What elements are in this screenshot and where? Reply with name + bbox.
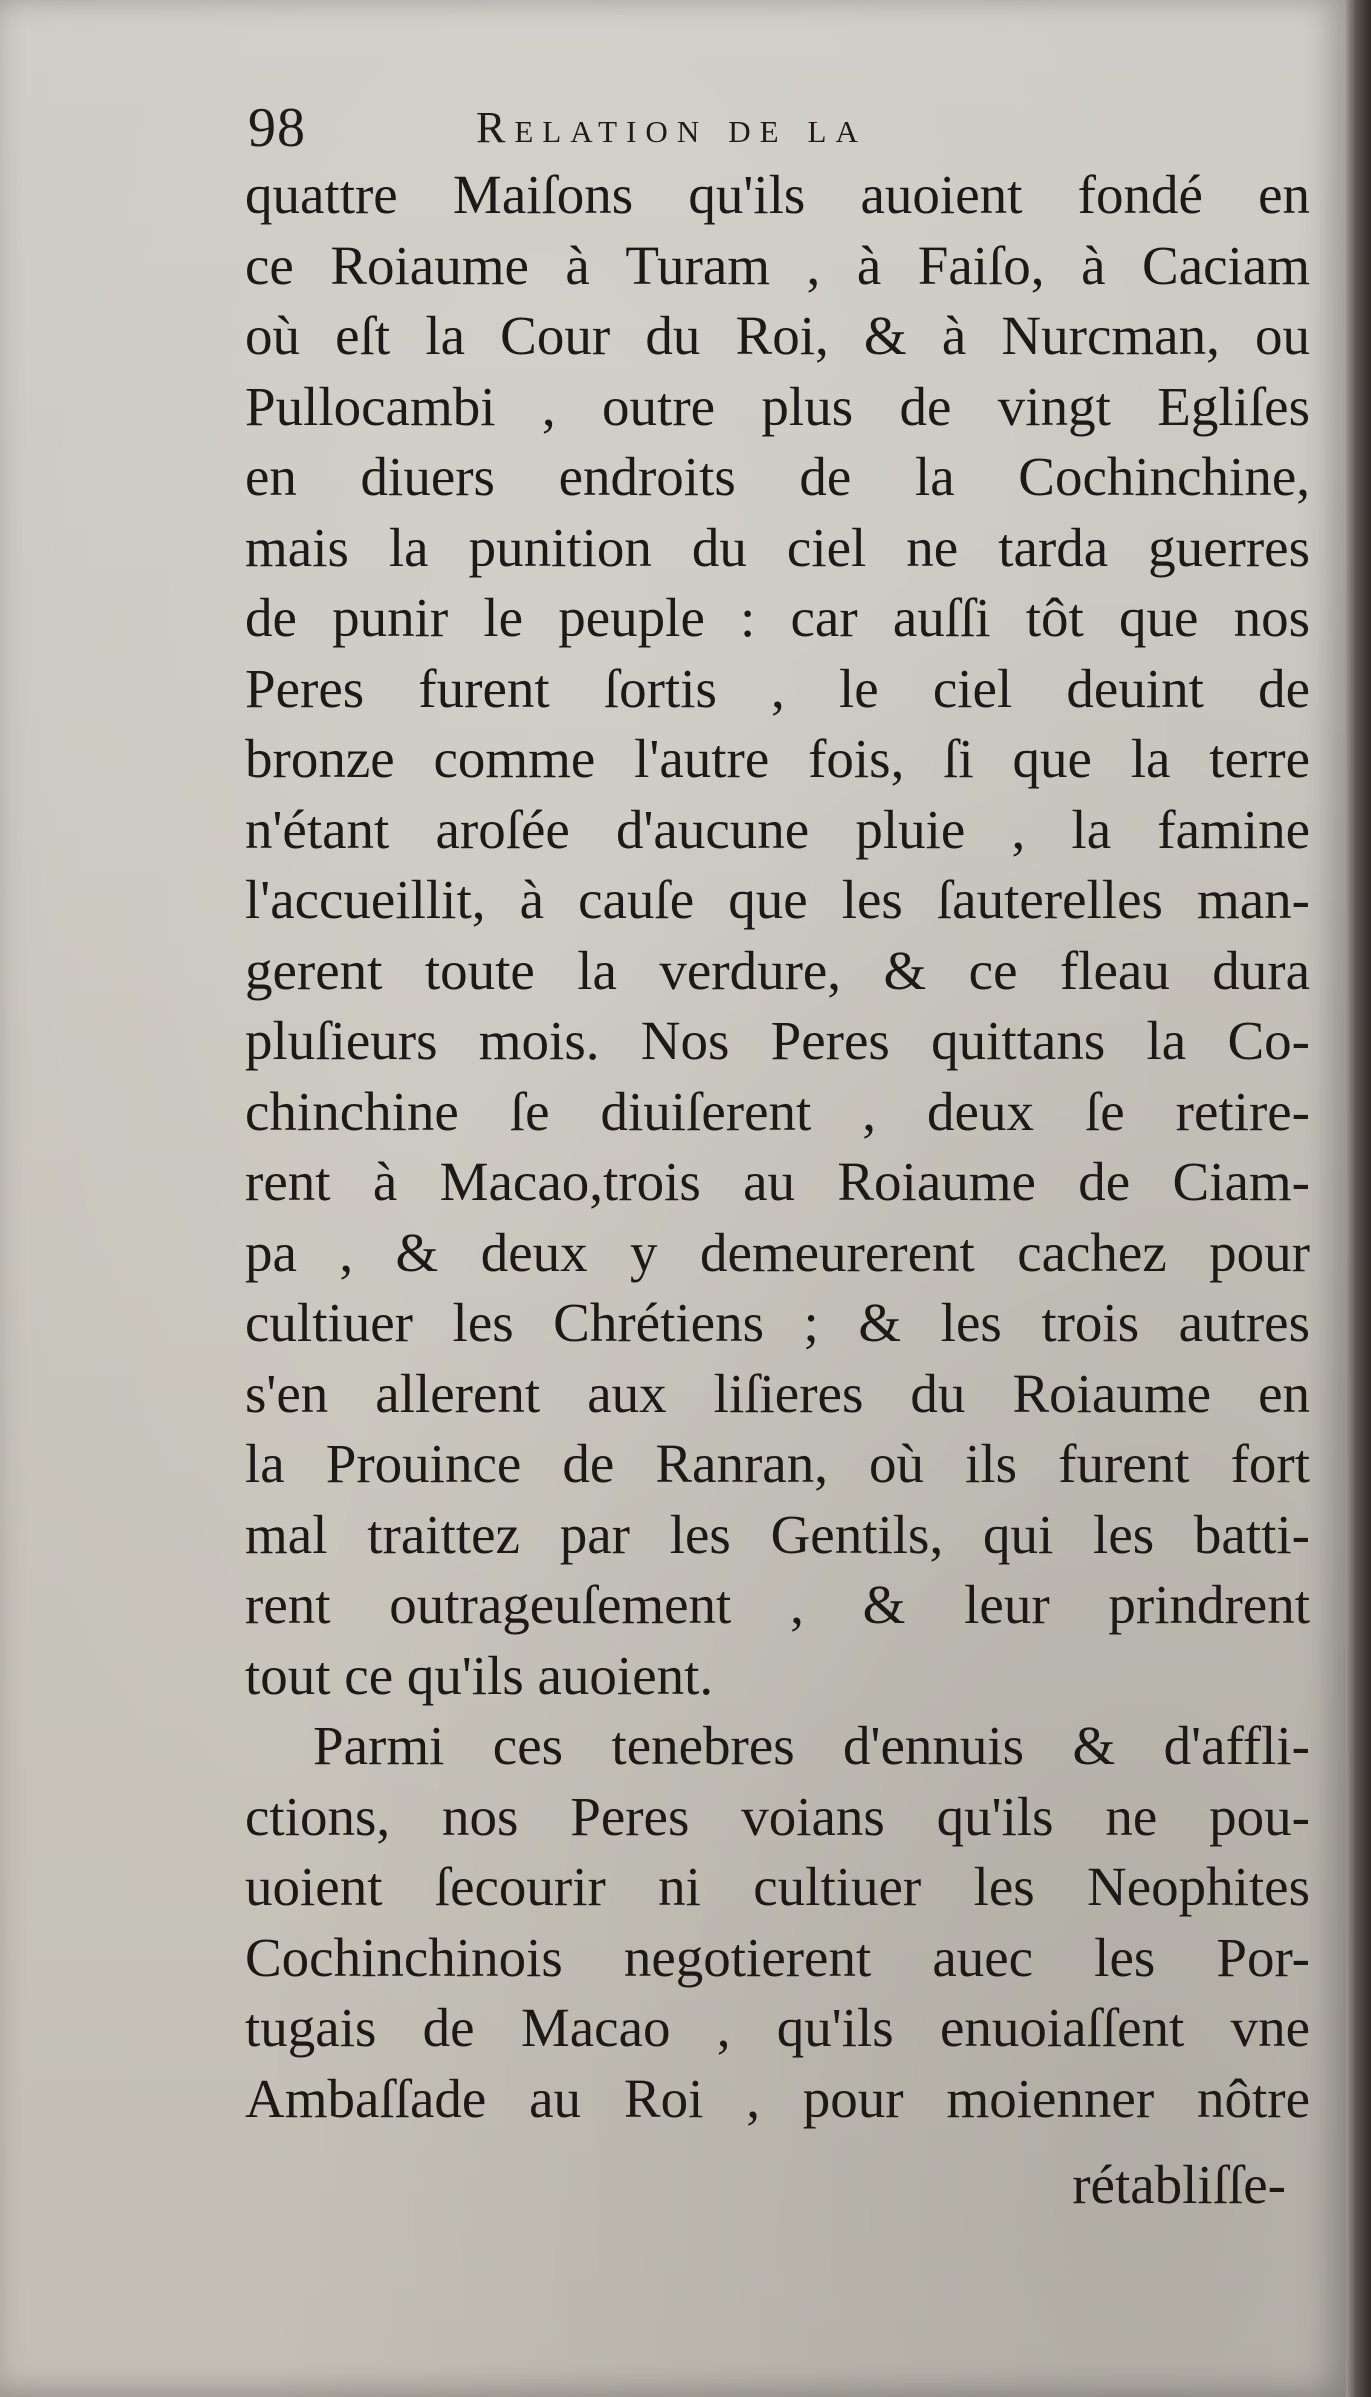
text-line: où eſt la Cour du Roi, & à Nurcman, ou xyxy=(245,305,1310,366)
text-line: gerent toute la verdure, & ce fleau dura xyxy=(245,939,1310,1001)
page-header xyxy=(248,96,1148,160)
text-line: rent à Macao,trois au Roiaume de Ciam- xyxy=(245,1151,1310,1212)
catchword: rétabliſſe- xyxy=(1072,2154,1286,2215)
text-line: chinchine ſe diuiſerent , deux ſe retire- xyxy=(245,1080,1310,1142)
text-line: Peres furent ſortis , le ciel deuint de xyxy=(245,657,1310,719)
text-line: la Prouince de Ranran, où ils furent fort xyxy=(245,1433,1310,1494)
text-line: pluſieurs mois. Nos Peres quittans la Co- xyxy=(245,1010,1310,1071)
text-line: uoient ſecourir ni cultiuer les Neophites xyxy=(245,1856,1310,1917)
text-line: ctions, nos Peres voians qu'ils ne pou- xyxy=(245,1785,1310,1847)
text-line: n'étant aroſée d'aucune pluie , la famine xyxy=(245,798,1310,860)
text-line: rent outrageuſement , & leur prindrent xyxy=(245,1574,1310,1635)
text-line: Pullocambi , outre plus de vingt Egliſes xyxy=(245,375,1310,437)
text-line: tugais de Macao , qu'ils enuoiaſſent vne xyxy=(245,1997,1310,2058)
text-line: de punir le peuple : car auſſi tôt que nos xyxy=(245,587,1310,648)
text-line: en diuers endroits de la Cochinchine, xyxy=(245,446,1310,507)
text-line: Ambaſſade au Roi , pour moienner nôtre xyxy=(245,2067,1310,2129)
page-number: 98 xyxy=(248,97,306,159)
text-line: l'accueillit, à cauſe que les ſauterelles man- xyxy=(245,869,1310,930)
page-edge xyxy=(1346,0,1371,2397)
paragraph xyxy=(245,160,1310,1711)
paragraph xyxy=(245,1711,1310,2134)
text-line: ce Roiaume à Turam , à Faiſo, à Caciam xyxy=(245,234,1310,296)
text-line: quattre Maiſons qu'ils auoient fondé en xyxy=(245,164,1310,225)
text-line: mal traittez par les Gentils, qui les batti- xyxy=(245,1503,1310,1565)
text-line: pa , & deux y demeurerent cachez pour xyxy=(245,1221,1310,1283)
text-line: cultiuer les Chrétiens ; & les trois autres xyxy=(245,1292,1310,1353)
text-line: s'en allerent aux liſieres du Roiaume en xyxy=(245,1362,1310,1424)
running-title: Relation de la xyxy=(476,103,867,152)
text-line: bronze comme l'autre fois, ſi que la terre xyxy=(245,728,1310,789)
text-line: Cochinchinois negotierent auec les Por- xyxy=(245,1926,1310,1988)
body-text xyxy=(245,160,1310,2134)
text-line: mais la punition du ciel ne tarda guerres xyxy=(245,516,1310,578)
text-line: Parmi ces tenebres d'ennuis & d'affli- xyxy=(313,1715,1310,1776)
text-line: tout ce qu'ils auoient. xyxy=(245,1644,714,1706)
